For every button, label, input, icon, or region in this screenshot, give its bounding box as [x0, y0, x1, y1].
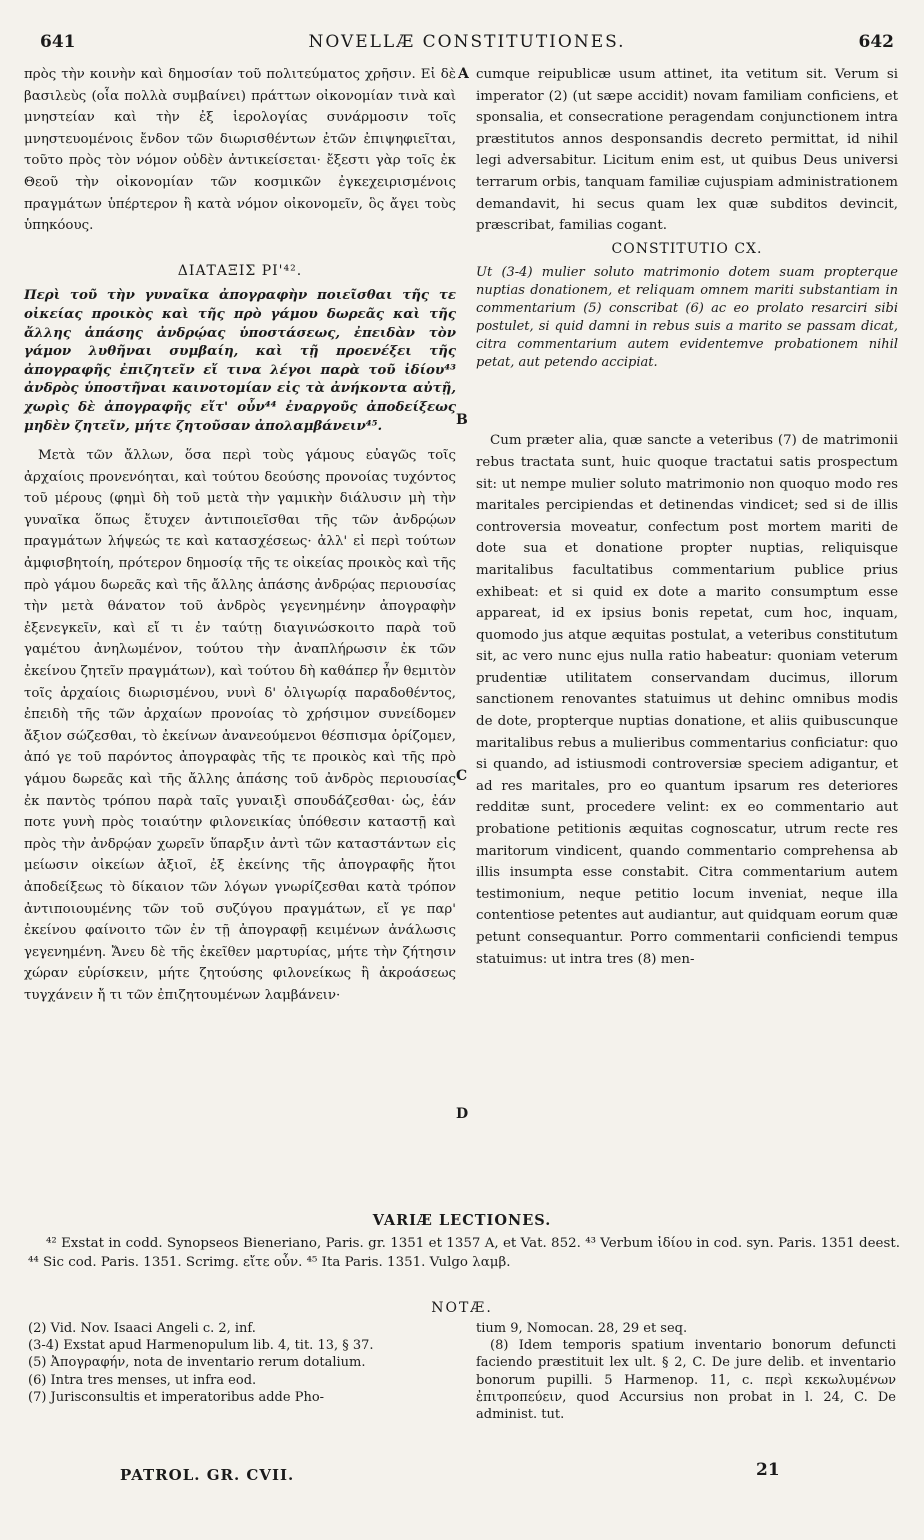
running-title: NOVELLÆ CONSTITUTIONES.: [308, 32, 626, 52]
greek-summary: Περὶ τοῦ τὴν γυναῖκα ἀπογραφὴν ποιεῖσθαι τῆς τε οἰκείας προικὸς καὶ τῆς πρὸ γάμου δωρεᾶς καὶ τῆς ἄλλης ἁπάσης ἀνδρῴας ὑποστάσεως, ἐπειδὰν τὸν γάμον λυθῆναι συμβαίη, καὶ τῇ προενέξει τῆς ἀπογραφῆς ἐπιζητεῖν εἴ τινα λέγοι παρὰ τοῦ ἰδίου⁴³ ἀνδρὸς ὑποστῆναι καινοτομίαν εἰς τὰ ἀνήκοντα αὐτῇ, χωρὶς δὲ ἀπογραφῆς εἴτ' οὖν⁴⁴ ἐναργοῦς ἀποδείξεως μηδὲν ζητεῖν, μήτε ζητοῦσαν ἀπολαμβάνειν⁴⁵.: [24, 287, 456, 434]
notes-right-column: [476, 1320, 896, 1423]
margin-marker-c: C: [456, 768, 468, 784]
notes-left-column: [28, 1320, 440, 1406]
greek-section-title: ΔΙΑΤΑΞΙΣ ΡΙ'⁴².: [177, 262, 303, 279]
variae-lectiones-paragraph: ⁴² Exstat in codd. Synopseos Bieneriano, Paris. gr. 1351 et 1357 A, et Vat. 852. ⁴³ Verbum ἰδίου in cod. syn. Paris. 1351 deest. ⁴⁴ Sic cod. Paris. 1351. Scrimg. εἴτε οὖν. ⁴⁵ Ita Paris. 1351. Vulgo λαμβ.: [28, 1236, 900, 1270]
note-item: (8) Idem temporis spatium inventario bonorum defuncti faciendo præstituit lex ult. § 2, C. De jure delib. et inventario bonorum pupilli. 5 Harmenop. 11, c. περὶ κεκωλυμένων ἐπιτροπεύειν, quod Accursius non probat in l. 24, C. De administ. tut.: [476, 1338, 896, 1423]
latin-section-title: CONSTITUTIO CX.: [611, 240, 763, 257]
latin-intro-paragraph: cumque reipublicæ usum attinet, ita vetitum sit. Verum si imperator (2) (ut sæpe accidit) novam familiam conficiens, et sponsalia, et consecratione peragendam conjunctionem intra præstitutos annos desponsandis decreto permittat, id nihil legi adversabitur. Licitum enim est, ut quibus Deus universi terrarum orbis, tanquam familiæ cujuspiam administrationem demandavit, hi secus quam lex quæ subditos devincit, præscribat, familias cogant.: [476, 67, 898, 234]
greek-intro-paragraph: πρὸς τὴν κοινὴν καὶ δημοσίαν τοῦ πολιτεύματος χρῆσιν. Εἰ δὲ βασιλεὺς (οἷα πολλὰ συμβαίνει) πράττων οἰκονομίαν τινὰ καὶ μνηστείαν καὶ τὴν ἐξ ἱερολογίας συνάρμοσιν τοῖς μνηστευομένοις ἔνδον τῶν διωρισθέντων ἐτῶν ἐπιψηφιεῖται, τοῦτο πρὸς τὸν νόμον οὐδὲν ἀντικείσεται· ἔξεστι γὰρ τοῖς ἐκ Θεοῦ τὴν οἰκονομίαν τῶν κοσμικῶν ἐγκεχειρισμένοις πραγμάτων ὑπέρτερον ἢ κατὰ νόμον οἰκονομεῖν, ὃς ἄγει τοὺς ὑπηκόους.: [24, 67, 456, 234]
note-item: (3-4) Exstat apud Harmenopulum lib. 4, tit. 13, § 37.: [28, 1338, 374, 1354]
greek-body: Μετὰ τῶν ἄλλων, ὅσα περὶ τοὺς γάμους εὐαγῶς τοῖς ἀρχαίοις προνενόηται, καὶ τούτου δεούσης προνοίας τυχόντος τοῦ μέρους (φημὶ δὴ τοῦ μετὰ τὴν γαμικὴν διάλυσιν μὴ τὴν γυναῖκα ὅπως ἔτυχεν ἀντιποιεῖσθαι τῆς τῶν ἀνδρῴων πραγμάτων λήψεώς τε καὶ κατασχέσεως· ἀλλ' εἰ περὶ τούτων ἀμφισβητοίη, πρότερον δημοσίᾳ τῆς τε οἰκείας προικὸς καὶ τῆς πρὸ γάμου δωρεᾶς καὶ τῆς ἄλλης ἁπάσης ἀνδρῴας περιουσίας τὴν μετὰ θάνατον τοῦ ἀνδρὸς γεγενημένην ἀπογραφὴν ἐξενεγκεῖν, καὶ εἴ τι ἐν ταύτῃ διαγινώσκοιτο παρὰ τοῦ γαμέτου ἀνηλωμένον, τούτου τὴν ἀναπλήρωσιν ἐκ τῶν ἐκείνου ζητεῖν πραγμάτων), καὶ τούτου δὴ καθάπερ ἦν θεμιτὸν τοῖς ἀρχαίοις διωρισμένου, νυνὶ δ' ὀλιγωρίᾳ παραδοθέντος, ἐπειδὴ τῆς τῶν ἀρχαίων προνοίας τὸ χρήσιμον συνείδομεν ἄξιον σώζεσθαι, τὸ ἐκείνων ἀνανεούμενοι θέσπισμα ὁρίζομεν, ἀπό γε τοῦ παρόντος ἀπογραφὰς τῆς τε προικὸς καὶ τῆς πρὸ γάμου δωρεᾶς καὶ τῆς ἄλλης ἁπάσης τοῦ ἀνδρὸς περιουσίας ἐκ παντὸς τρόπου παρὰ ταῖς γυναιξὶ σπουδάζεσθαι· ὡς, ἐάν ποτε γυνὴ πρὸς τοιαύτην φιλονεικίας ὑπόθεσιν καταστῇ καὶ πρὸς τὴν ἀνδρῴαν χωρεῖν ὕπαρξιν ἀντὶ τῶν καταστάντων εἰς μείωσιν οἰκείων ἀξιοῖ, ἐξ ἐκείνης τῆς ἀπογραφῆς ἤτοι ἀποδείξεως τὸ δίκαιον τῶν λόγων γνωρίζεσθαι κατὰ τρόπον ἀντιποιουμένης τῶν τοῦ συζύγου πραγμάτων, εἴ γε παρ' ἐκείνου φαίνοιτο τῶν ἐν τῇ ἀπογραφῇ κειμένων ἀνάλωσις γεγενημένη. Ἄνευ δὲ τῆς ἐκεῖθεν μαρτυρίας, μήτε τὴν ζήτησιν χώραν εὑρίσκειν, μήτε ζητούσης φιλονείκως ἢ ἀκροάσεως τυγχάνειν ἤ τι τῶν ἐπιζητουμένων λαμβάνειν·: [24, 448, 456, 1003]
note-item: (7) Jurisconsultis et imperatoribus adde Pho-: [28, 1389, 325, 1405]
running-head: [40, 32, 894, 54]
margin-marker-a: A: [458, 66, 469, 82]
page-number-left: 641: [40, 32, 76, 52]
footer-signature: PATROL. GR. CVII.: [120, 1466, 295, 1484]
latin-summary: Ut (3-4) mulier soluto matrimonio dotem suam propterque nuptias donationem, et reliquam omnem mariti substantiam in commentarium (5) conscribat (6) ac eo prolato resarciri sibi postulet, si quid damni in rebus suis a marito se passam dicat, citra commentarium autem evidentemve probationem nihil petat, aut petendo accipiat.: [476, 265, 898, 371]
latin-column: [476, 64, 898, 970]
page-number-right: 642: [858, 32, 894, 52]
note-item: (2) Vid. Nov. Isaaci Angeli c. 2, inf.: [28, 1321, 256, 1336]
margin-marker-d: D: [456, 1106, 469, 1122]
note-item: tium 9, Nomocan. 28, 29 et seq.: [476, 1321, 688, 1336]
margin-marker-b: B: [456, 412, 468, 428]
variae-lectiones-heading: VARIÆ LECTIONES.: [372, 1212, 552, 1229]
note-item: (5) Ἀπογραφήν, nota de inventario rerum dotalium.: [28, 1355, 366, 1371]
note-item: (6) Intra tres menses, ut infra eod.: [28, 1372, 257, 1388]
latin-body: Cum præter alia, quæ sancte a veteribus (7) de matrimonii rebus tractata sunt, huic quoque tractatui satis prospectum sit: ut nempe mulier soluto matrimonio non quoquo modo res maritales percipiendas et detinendas vindicet; sed si de illis controversia moveatur, confectum post mortem mariti de dote sua et donatione propter nuptias, reliquisque maritalibus facultatibus commentarium publice prius exhibeat: et si quid ex dote a marito consumptum esse appareat, id ex ipsius bonis repetat, cum hoc, inquam, quomodo jus atque æquitas postulat, a veteribus constitutum sit, ac vero nunc ejus nulla ratio habeatur: quoniam veterum prudentiæ utilitatem conservandam ducimus, illorum sanctionem renovantes statuimus ut dehinc omnibus modis de dote, propterque nuptias donatione, et aliis quibuscunque maritalibus rebus a mulieribus commentarius conficiatur: quo si quando, ad istiusmodi controversiæ speciem adigantur, et ad res maritales, pro eo quantum ipsarum res deteriores redditæ sunt, procedere velint: ex eo commentario aut probatione petitionis æquitas cognoscatur, utrum recte res maritorum vindicent, quando commentario comprehensa ab illis insumpta esse constabit. Citra commentarium autem testimonium, neque petitio locum inveniat, neque illa contentiose petentes aut audiantur, aut quidquam eorum quæ petunt consequantur. Porro commentarii conficiendi tempus statuimus: ut intra tres (8) men-: [476, 433, 898, 967]
variae-lectiones-text: [28, 1234, 900, 1272]
greek-column: [24, 64, 456, 1007]
footer-sheet-number: 21: [756, 1460, 780, 1480]
notae-heading: NOTÆ.: [431, 1300, 493, 1316]
